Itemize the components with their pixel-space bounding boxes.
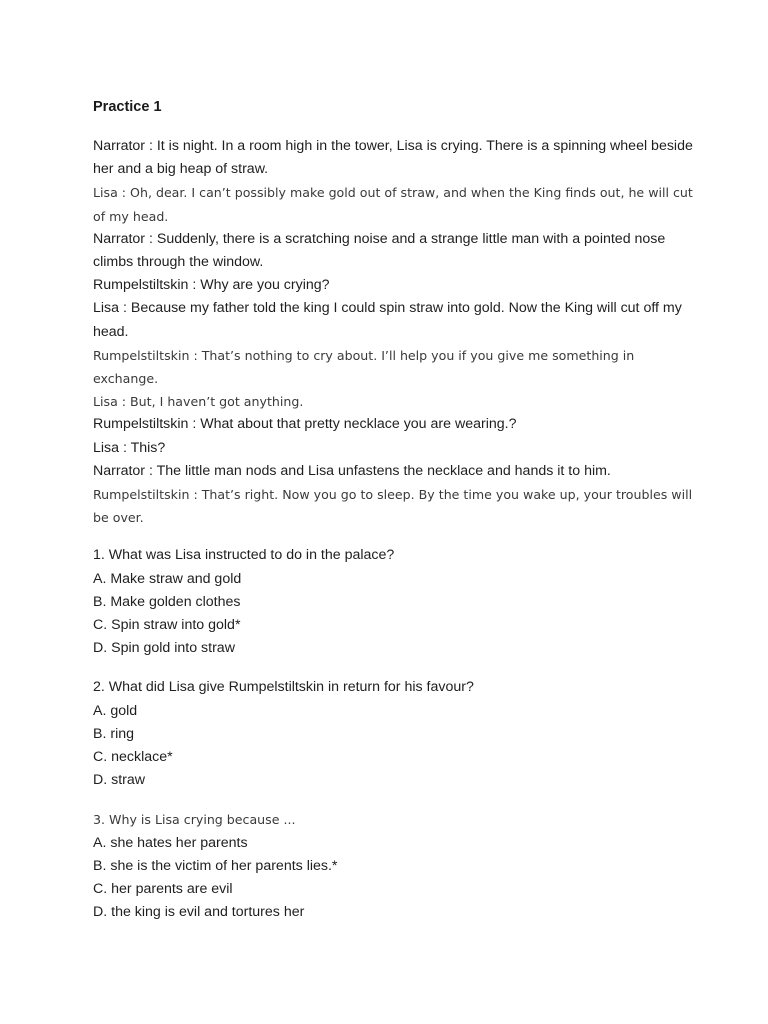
question-text: 1. What was Lisa instructed to do in the palace? [93,547,395,564]
story-line-lisa-4: Lisa : This? [93,439,166,456]
answer-option-a: A. she hates her parents [93,834,248,851]
document-page [93,96,693,941]
story-line-narrator-1: Narrator : It is night. In a room high in the tower, Lisa is crying. There is a spinning wheel beside her and a big heap of straw. [93,138,693,178]
story-dialogue [93,135,693,529]
question-2 [93,676,693,792]
answer-option-b: B. ring [93,725,135,742]
question-text: 3. Why is Lisa crying because ... [93,812,296,828]
answer-option-a: A. Make straw and gold [93,570,242,587]
answer-option-d: D. the king is evil and tortures her [93,904,305,921]
answer-option-c: C. Spin straw into gold* [93,617,241,634]
story-line-rumpelstiltskin-2: Rumpelstiltskin : That’s nothing to cry about. I’ll help you if you give me something in exchange. [93,347,635,387]
story-line-lisa-1: Lisa : Oh, dear. I can’t possibly make gold out of straw, and when the King finds out, he will cut of my head. [93,185,693,224]
answer-option-a: A. gold [93,702,138,719]
answer-option-c: C. necklace* [93,749,173,766]
answer-option-b: B. she is the victim of her parents lies.* [93,857,338,874]
story-line-rumpelstiltskin-1: Rumpelstiltskin : Why are you crying? [93,277,330,294]
story-line-rumpelstiltskin-4: Rumpelstiltskin : That’s right. Now you go to sleep. By the time you wake up, your troubles will be over. [93,487,693,526]
story-line-lisa-3: Lisa : But, I haven’t got anything. [93,394,304,410]
story-line-narrator-2: Narrator : Suddenly, there is a scratching noise and a strange little man with a pointed nose climbs through the window. [93,230,666,271]
page-title: Practice 1 [93,99,162,115]
story-line-narrator-3: Narrator : The little man nods and Lisa unfastens the necklace and hands it to him. [93,462,611,479]
question-text: 2. What did Lisa give Rumpelstiltskin in return for his favour? [93,679,474,696]
answer-option-d: D. straw [93,772,146,789]
answer-option-b: B. Make golden clothes [93,593,241,610]
answer-option-d: D. Spin gold into straw [93,640,235,657]
story-line-lisa-2: Lisa : Because my father told the king I could spin straw into gold. Now the King will cut off my head. [93,300,682,340]
question-3 [93,808,693,924]
question-1 [93,544,693,660]
story-line-rumpelstiltskin-3: Rumpelstiltskin : What about that pretty necklace you are wearing.? [93,416,517,433]
answer-option-c: C. her parents are evil [93,881,233,898]
